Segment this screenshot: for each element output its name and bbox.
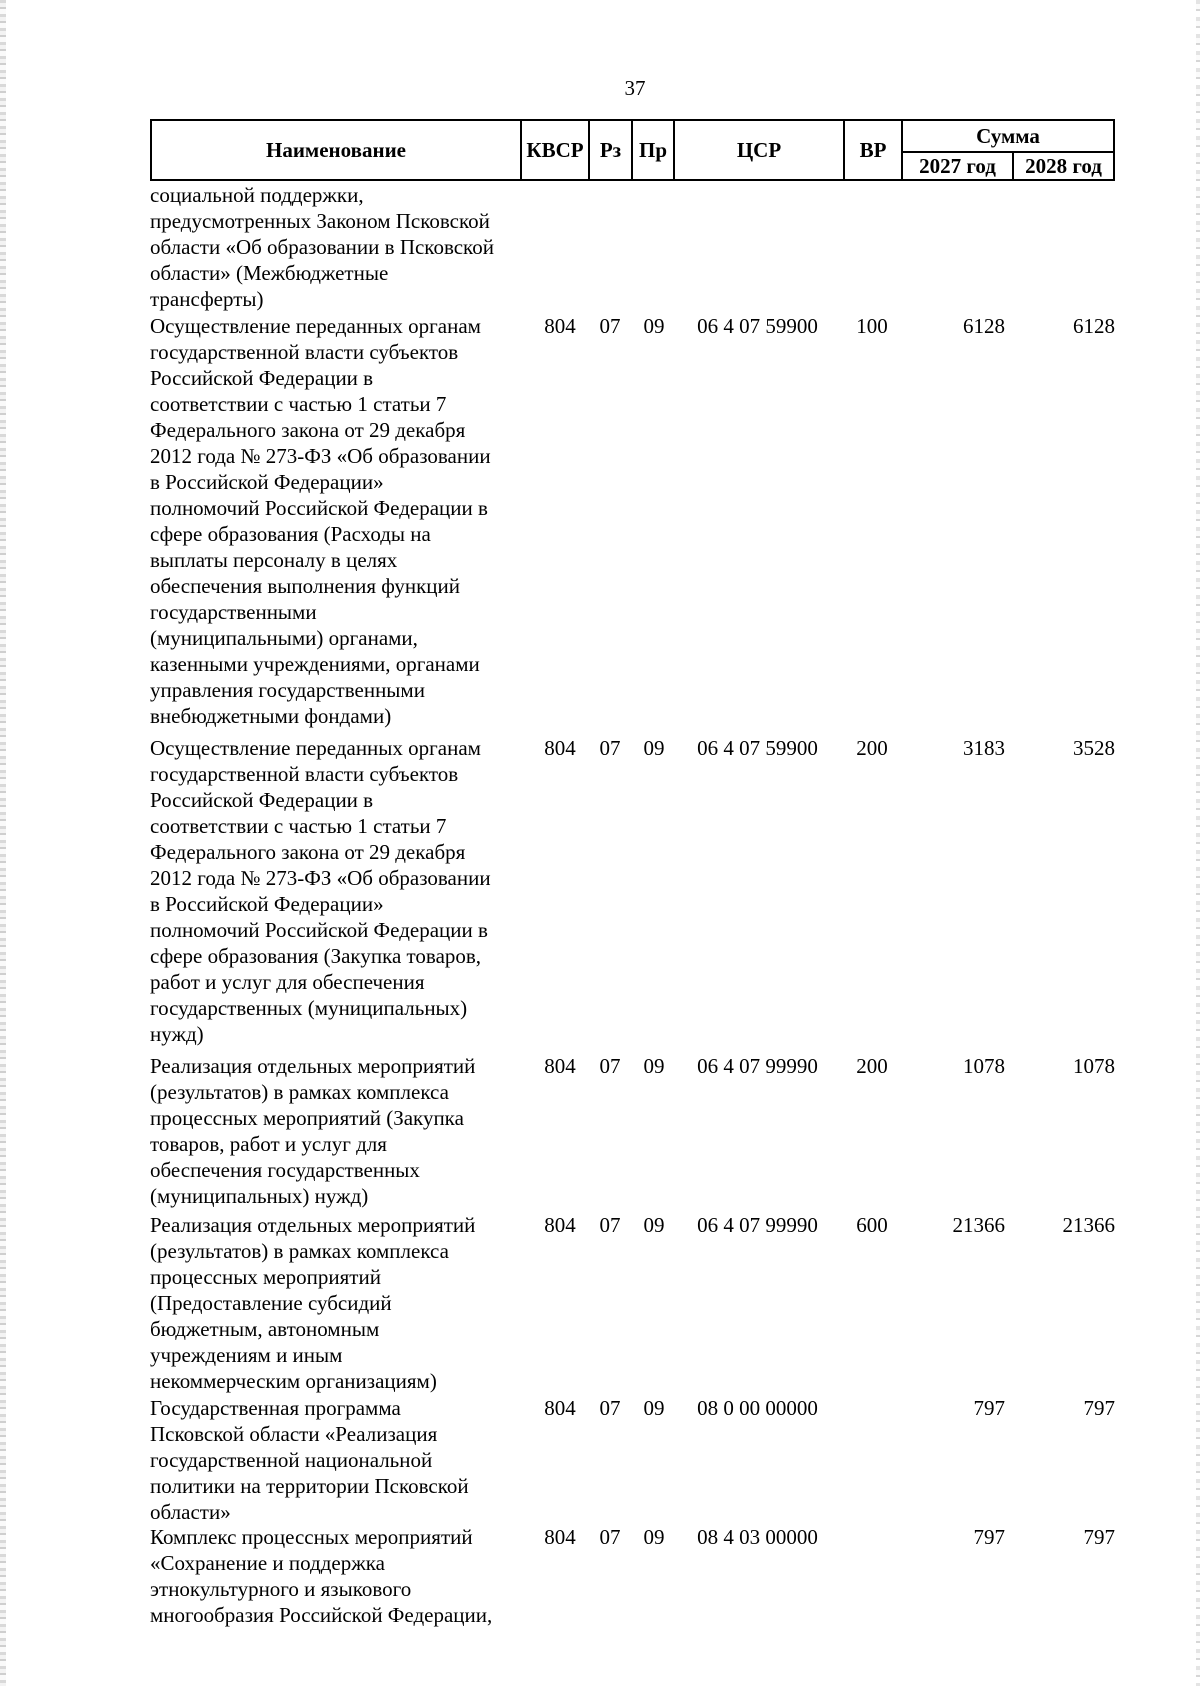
row-pr: 09 (643, 1396, 665, 1420)
row-sum-2027: 1078 (963, 1054, 1005, 1078)
row-pr: 09 (643, 314, 665, 338)
row-rz: 07 (599, 1396, 621, 1420)
row-rz: 07 (599, 1525, 621, 1549)
row-name: Осуществление переданных органам государственной власти субъектов Российской Федерации в соответствии с частью 1 статьи 7 Федерального закона от 29 декабря 2012 года № 273-ФЗ «Об образовании в Российской Федерации» полномочий Российской Федерации в сфере образования (Закупка товаров, работ и услуг для обеспечения государственных (муниципальных) нужд) (150, 736, 491, 1046)
row-csr: 06 4 07 99990 (697, 1054, 818, 1078)
page-number: 37 (624, 76, 646, 100)
row-name: Комплекс процессных мероприятий «Сохранение и поддержка этнокультурного и языкового многообразия Российской Федерации, (150, 1525, 493, 1627)
row-kvsr: 804 (544, 736, 576, 760)
header-year-2028: 2028 год (1012, 151, 1115, 181)
row-kvsr: 804 (544, 1525, 576, 1549)
row-sum-2027: 6128 (963, 314, 1005, 338)
scan-edge-right (1196, 0, 1200, 1686)
row-csr: 08 0 00 00000 (697, 1396, 818, 1420)
row-pr: 09 (643, 736, 665, 760)
row-pr: 09 (643, 1525, 665, 1549)
row-name: Реализация отдельных мероприятий (результатов) в рамках комплекса процессных мероприятий (Закупка товаров, работ и услуг для обеспечения государственных (муниципальных) нужд) (150, 1054, 476, 1208)
header-rz: Рз (588, 119, 633, 181)
row-rz: 07 (599, 1213, 621, 1237)
row-csr: 06 4 07 99990 (697, 1213, 818, 1237)
header-year-2027: 2027 год (901, 151, 1014, 181)
row-sum-2027: 797 (973, 1525, 1005, 1549)
row-sum-2028: 797 (1083, 1396, 1115, 1420)
row-sum-2027: 3183 (963, 736, 1005, 760)
row-sum-2028: 3528 (1073, 736, 1115, 760)
row-pr: 09 (643, 1213, 665, 1237)
header-pr: Пр (631, 119, 675, 181)
row-csr: 06 4 07 59900 (697, 314, 818, 338)
row-sum-2027: 797 (973, 1396, 1005, 1420)
row-kvsr: 804 (544, 1054, 576, 1078)
header-vr: ВР (843, 119, 903, 181)
header-kvsr: КВСР (520, 119, 590, 181)
row-rz: 07 (599, 314, 621, 338)
row-vr: 200 (856, 1054, 888, 1078)
row-rz: 07 (599, 1054, 621, 1078)
row-csr: 08 4 03 00000 (697, 1525, 818, 1549)
table-header (150, 119, 1115, 181)
row-pr: 09 (643, 1054, 665, 1078)
row-vr: 200 (856, 736, 888, 760)
row-vr: 600 (856, 1213, 888, 1237)
header-csr: ЦСР (673, 119, 845, 181)
header-name: Наименование (150, 119, 522, 181)
row-name: Осуществление переданных органам государственной власти субъектов Российской Федерации в соответствии с частью 1 статьи 7 Федерального закона от 29 декабря 2012 года № 273-ФЗ «Об образовании в Российской Федерации» полномочий Российской Федерации в сфере образования (Расходы на выплаты персоналу в целях обеспечения выполнения функций государственными (муниципальными) органами, казенными учреждениями, органами управления государственными внебюджетными фондами) (150, 314, 491, 728)
scan-edge-left (0, 0, 6, 1686)
row-kvsr: 804 (544, 1213, 576, 1237)
row-sum-2028: 797 (1083, 1525, 1115, 1549)
row-name: Государственная программа Псковской области «Реализация государственной национальной политики на территории Псковской области» (150, 1396, 469, 1524)
header-sum: Сумма (901, 119, 1115, 153)
row-rz: 07 (599, 736, 621, 760)
row-vr: 100 (856, 314, 888, 338)
row-name: социальной поддержки, предусмотренных Законом Псковской области «Об образовании в Псковской области» (Межбюджетные трансферты) (150, 183, 494, 311)
row-sum-2028: 1078 (1073, 1054, 1115, 1078)
row-kvsr: 804 (544, 314, 576, 338)
row-sum-2027: 21366 (952, 1213, 1005, 1237)
row-csr: 06 4 07 59900 (697, 736, 818, 760)
row-sum-2028: 6128 (1073, 314, 1115, 338)
row-name: Реализация отдельных мероприятий (результатов) в рамках комплекса процессных мероприятий (Предоставление субсидий бюджетным, автономным учреждениям и иным некоммерческим организациям) (150, 1213, 476, 1393)
row-kvsr: 804 (544, 1396, 576, 1420)
row-sum-2028: 21366 (1062, 1213, 1115, 1237)
